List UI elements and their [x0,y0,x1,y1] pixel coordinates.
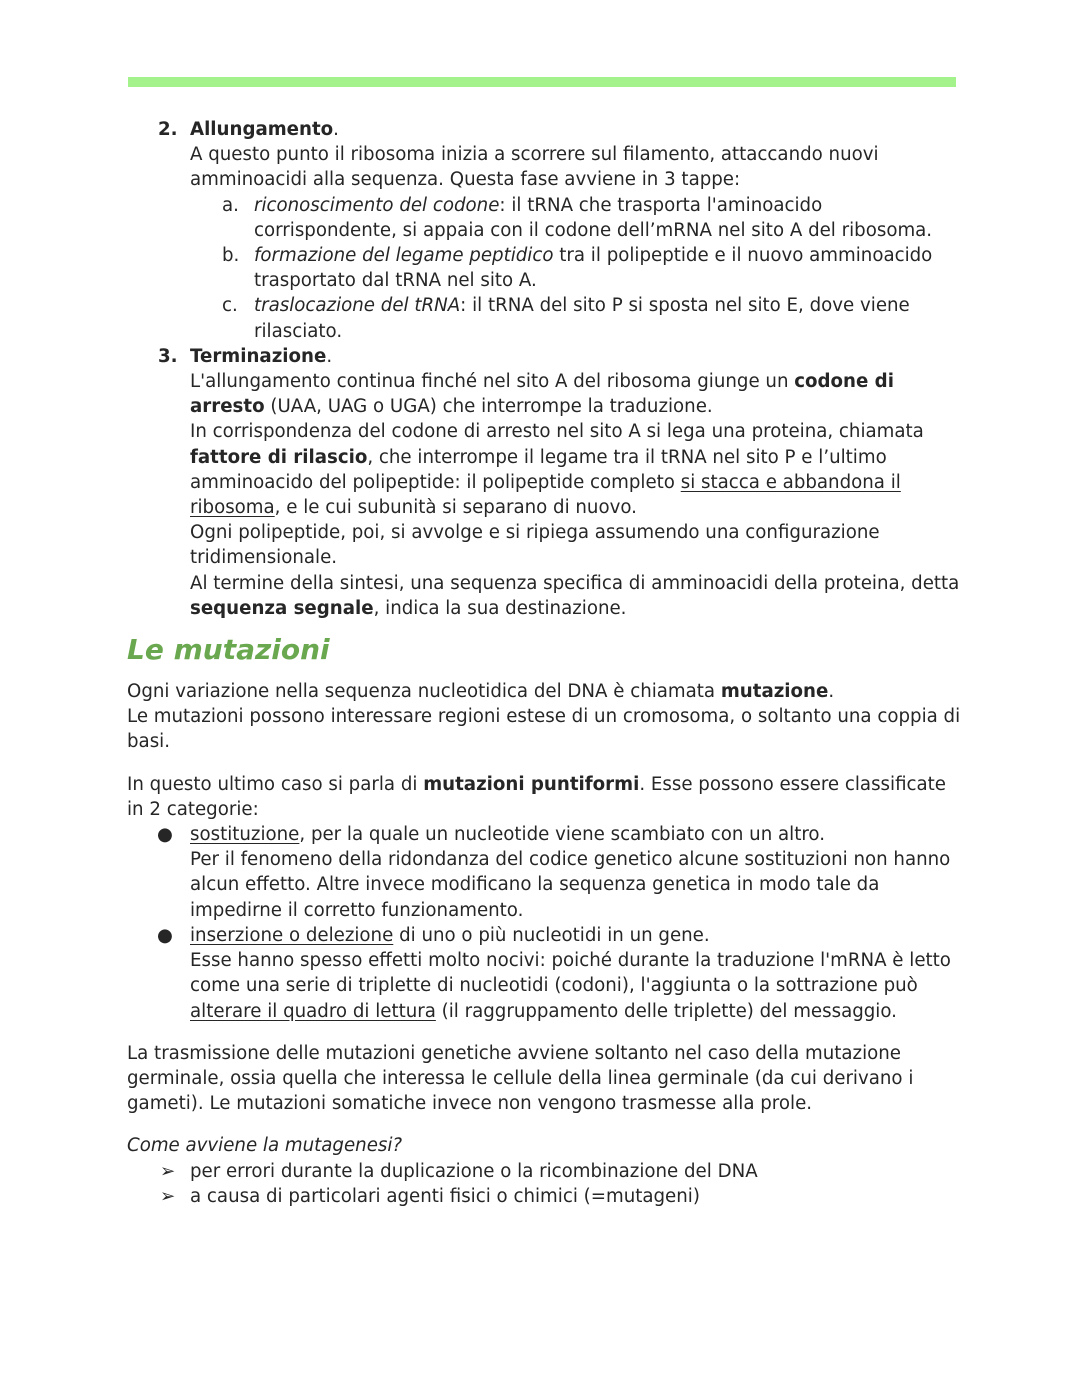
paragraph: La trasmissione delle mutazioni genetiche avviene soltanto nel caso della mutazione germinale, ossia quella che interessa le cellule della linea germinale (da cui derivano i gameti). Le mutazioni somatiche invece non vengono trasmesse alla prole. [127,1042,914,1115]
step-paragraph: In corrispondenza del codone di arresto nel sito A si lega una proteina, chiamata fattore di rilascio, che interrompe il legame tra il tRNA nel sito P e l’ultimo amminoacido del polipeptide: il polipeptide completo si stacca e abbandona il ribosoma, e le cui subunità si separano di nuovo. [190,421,924,519]
step-paragraph: Ogni polipeptide, poi, si avvolge e si ripiega assumendo una configurazione tridimensionale. [190,522,880,569]
document-body [127,117,962,1209]
question: Come avviene la mutagenesi? [127,1135,403,1157]
paragraph: Le mutazioni possono interessare regioni estese di un cromosoma, o soltanto una coppia di basi. [127,706,961,753]
step-title: Terminazione. [190,345,333,367]
bullet-icon: ● [157,924,173,946]
step-allungamento [127,117,962,193]
substep-b: b. formazione del legame peptidico tra il polipeptide e il nuovo amminoacido trasportato dal tRNA nel sito A. [222,245,933,292]
step-title: Allungamento. [190,119,339,140]
step-paragraph: L'allungamento continua finché nel sito A del ribosoma giunge un codone di arresto (UAA, UAG o UGA) che interrompe la traduzione. [190,371,894,418]
list-item: ● inserzione o delezione di uno o più nucleotidi in un gene. Esse hanno spesso effetti molto nocivi: poiché durante la traduzione l'mRNA è letto come una serie di triplette di nucleotidi (codoni), l'aggiunta o la sottrazione può alterare il quadro di lettura (il raggruppamento delle triplette) del messaggio. [157,924,951,1022]
list-item: ● sostituzione, per la quale un nucleotide viene scambiato con un altro. Per il fenomeno della ridondanza del codice genetico alcune sostituzioni non hanno alcun effetto. Altre invece modificano la sequenza genetica in modo tale da impedirne il corretto funzionamento. [157,824,951,921]
green-header-bar [128,77,956,87]
substep-a: a. riconoscimento del codone: il tRNA che trasporta l'aminoacido corrispondente, si appaia con il codone dell’mRNA nel sito A del ribosoma. [222,194,933,241]
substep-c: c. traslocazione del tRNA: il tRNA del sito P si sposta nel sito E, dove viene rilasciato. [222,295,910,342]
list-item: ➢ a causa di particolari agenti fisici o chimici (=mutageni) [127,1184,962,1209]
step-number: 3. [158,345,178,367]
list-item: ➢ per errori durante la duplicazione o la ricombinazione del DNA [127,1159,962,1184]
paragraph: Ogni variazione nella sequenza nucleotidica del DNA è chiamata mutazione. [127,681,835,703]
step-number: 2. [158,119,178,140]
bullet-icon: ● [157,824,173,846]
section-heading: Le mutazioni [127,633,330,667]
arrow-bullet-icon: ➢ [160,1160,176,1182]
arrow-bullet-icon: ➢ [160,1185,176,1207]
step-terminazione [127,344,962,621]
step-paragraph: A questo punto il ribosoma inizia a scorrere sul filamento, attaccando nuovi amminoacidi alla sequenza. Questa fase avviene in 3 tappe: [190,144,879,191]
paragraph: In questo ultimo caso si parla di mutazioni puntiformi. Esse possono essere classificate in 2 categorie: [127,773,946,820]
step-paragraph: Al termine della sintesi, una sequenza specifica di amminoacidi della proteina, detta sequenza segnale, indica la sua destinazione. [190,572,960,619]
